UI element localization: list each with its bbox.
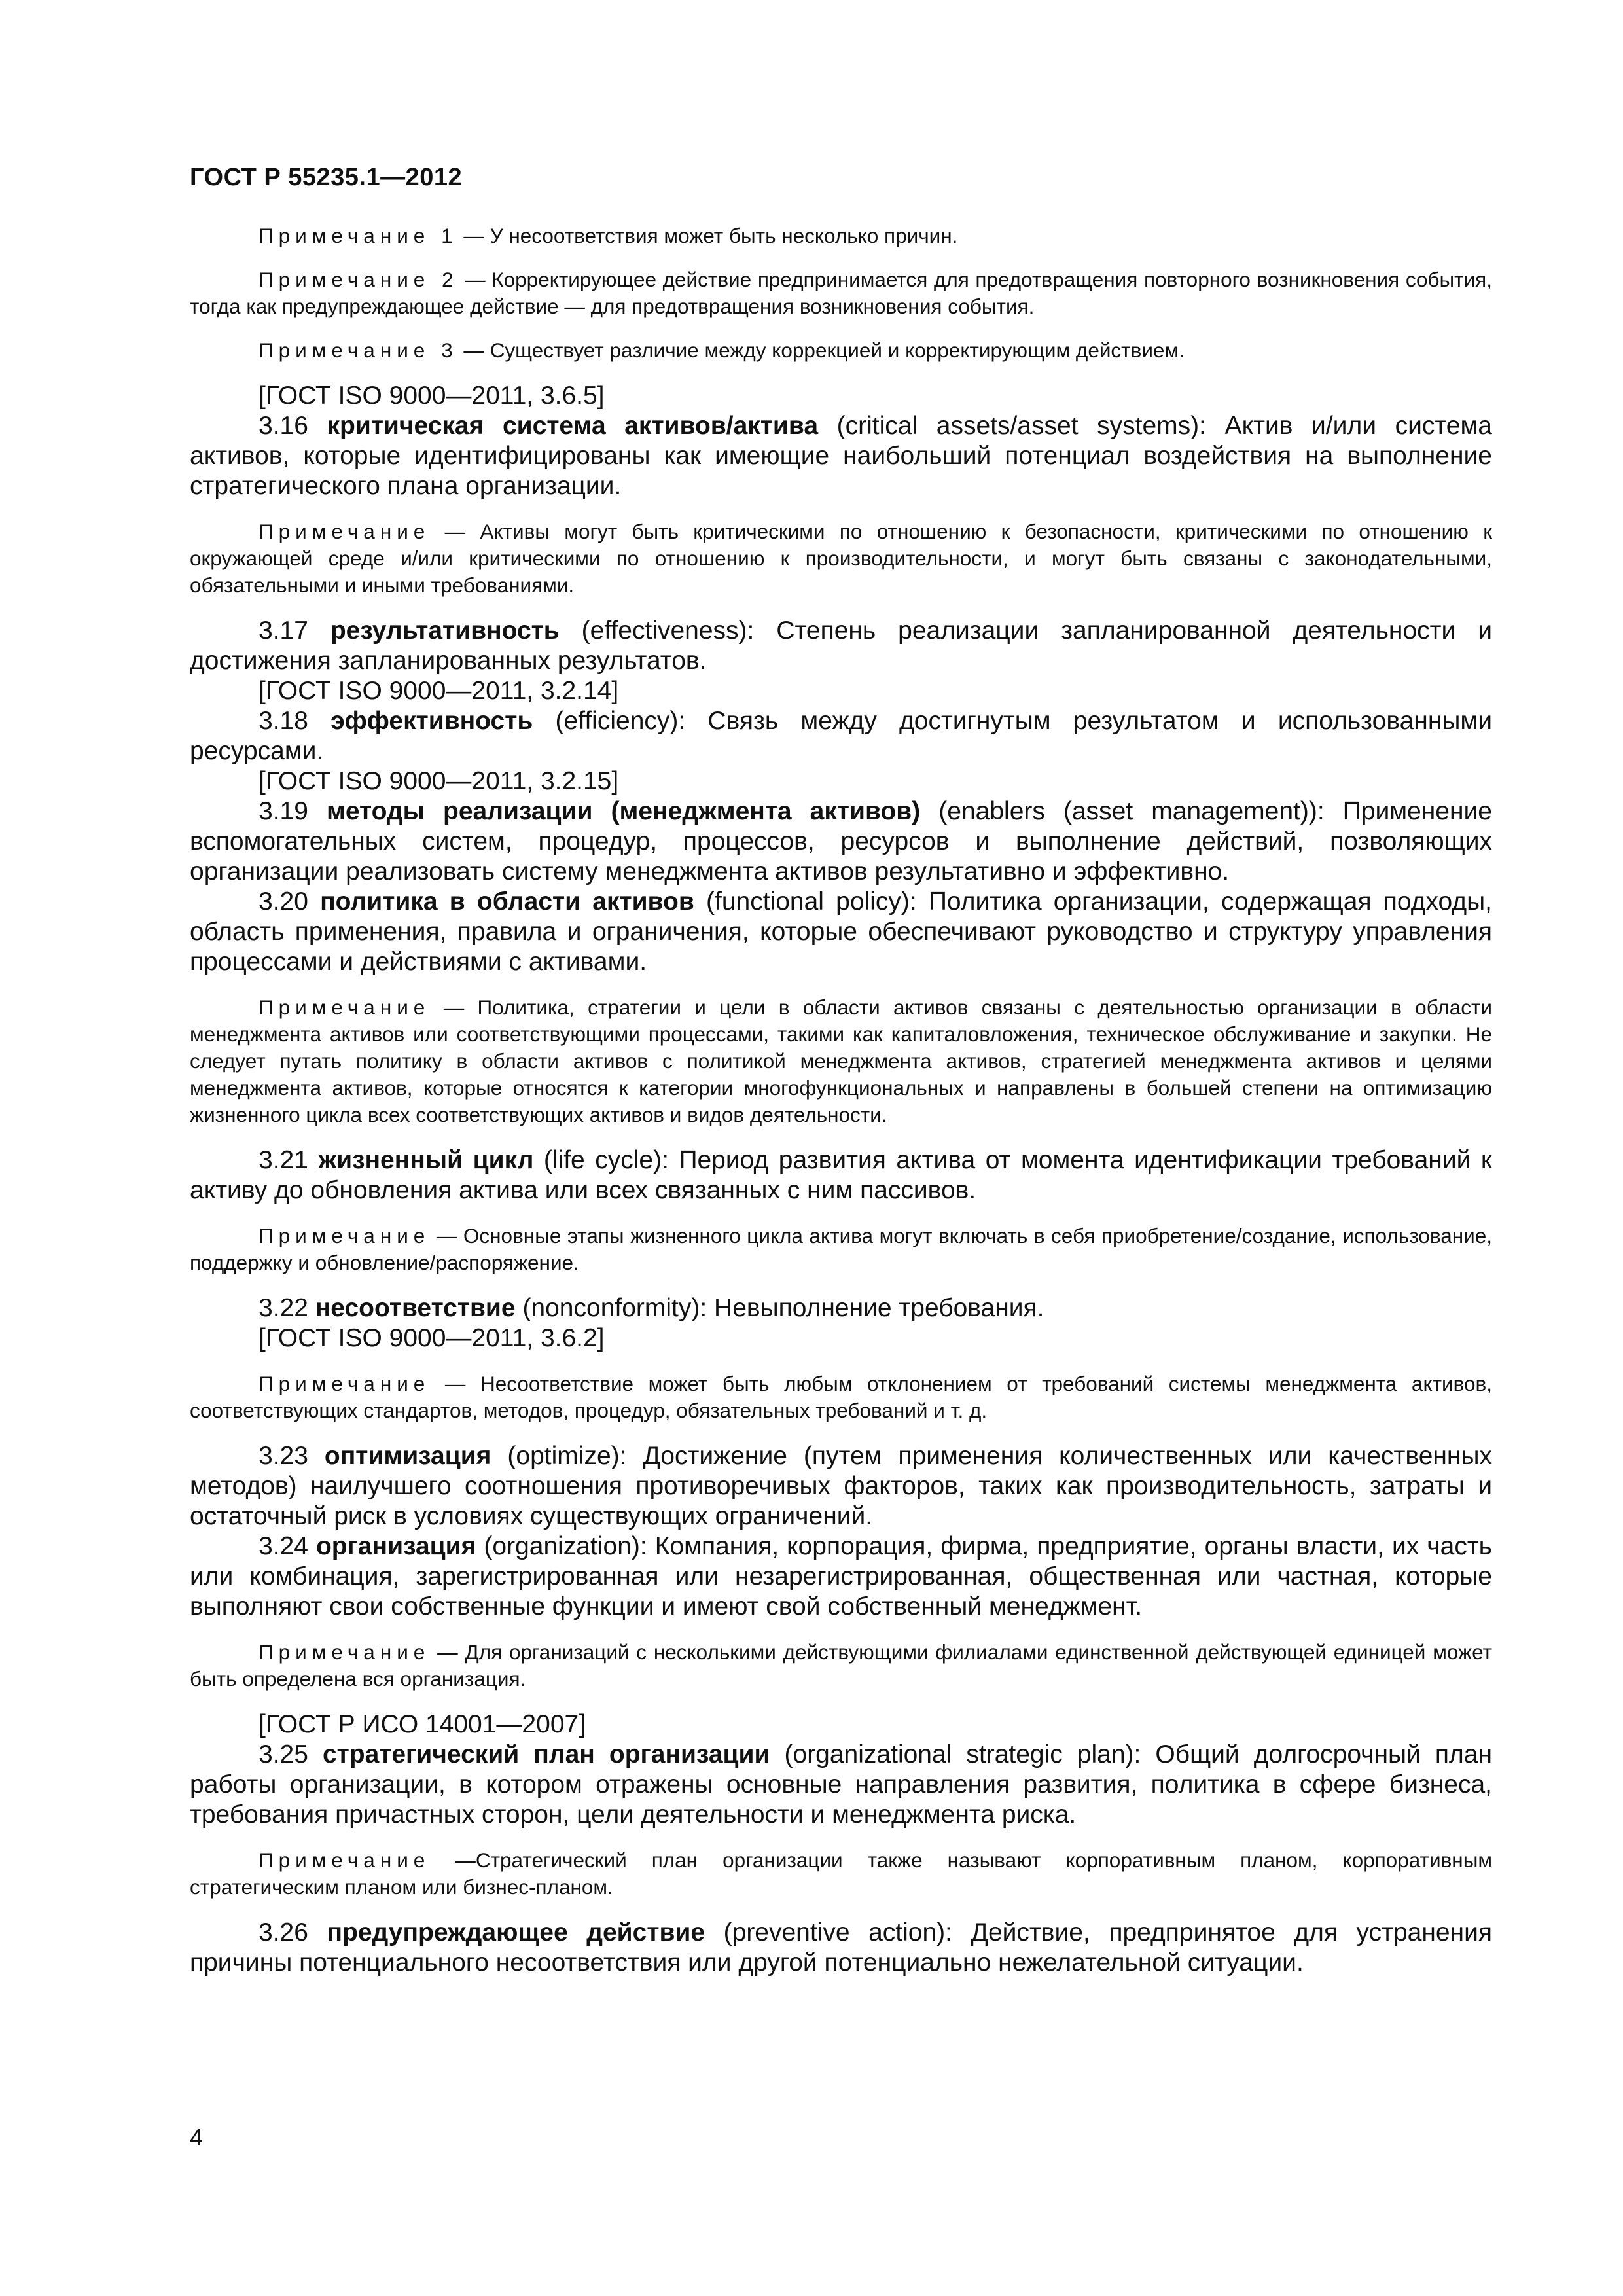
term-number: 3.24 — [259, 1532, 316, 1560]
note-text: — Политика, стратегии и цели в области активов связаны с деятельностью организации в области менеджмента активов или соответствующими процессами, такими как капиталовложения, техническое обслуживание и закупки. Не следует путать политику в области активов с политикой менеджмента активов, стратегией менеджмента активов и целями менеджмента активов, которые относятся к категории многофункциональных и направлены в большей степени на оптимизацию жизненного цикла всех соответствующих активов и видов деятельности. — [190, 996, 1492, 1126]
note-label: Примечание — [259, 996, 431, 1019]
term-title: жизненный цикл — [318, 1146, 534, 1174]
note-1 — [190, 223, 1492, 249]
term-definition: (optimize): Достижение (путем применения количественных или качественных методов) наилучшего соотношения противоречивых факторов, таких как производительность, затраты и остаточный риск в условиях существующих ограничений. — [190, 1442, 1492, 1530]
term-3-17 — [190, 616, 1492, 676]
document-body — [190, 223, 1492, 1978]
term-title: стратегический план организации — [322, 1740, 770, 1768]
note-label: Примечание — [259, 1640, 431, 1664]
note-label: Примечание — [259, 1372, 431, 1395]
note-3-22 — [190, 1371, 1492, 1424]
note-label: Примечание — [259, 1224, 431, 1247]
note-text: —Стратегический план организации также называют корпоративным планом, корпоративным стратегическим планом или бизнес-планом. — [190, 1848, 1492, 1899]
note-label: Примечание — [259, 1848, 431, 1872]
note-label: Примечание 3 — [259, 338, 458, 362]
term-definition: (life cycle): Период развития актива от момента идентификации требований к активу до обновления актива или всех связанных с ним пассивов. — [190, 1146, 1492, 1204]
term-number: 3.19 — [259, 797, 327, 825]
note-3-16 — [190, 518, 1492, 599]
term-3-16 — [190, 411, 1492, 501]
note-text: — Корректирующее действие предпринимается для предотвращения повторного возникновения события, тогда как предупреждающее действие — для предотвращения возникновения события. — [190, 268, 1492, 318]
term-number: 3.21 — [259, 1146, 319, 1174]
note-3-20 — [190, 994, 1492, 1128]
term-3-19 — [190, 797, 1492, 887]
note-label: Примечание 2 — [259, 268, 459, 291]
term-definition: (effectiveness): Степень реализации запланированной деятельности и достижения запланированных результатов. — [190, 617, 1492, 675]
term-number: 3.23 — [259, 1442, 325, 1470]
term-3-20 — [190, 887, 1492, 977]
term-number: 3.25 — [259, 1740, 323, 1768]
term-3-24 — [190, 1532, 1492, 1622]
page-number: 4 — [190, 2124, 204, 2151]
term-number: 3.22 — [259, 1294, 315, 1322]
term-title: результативность — [330, 617, 560, 645]
note-2 — [190, 266, 1492, 320]
note-text: — Основные этапы жизненного цикла актива могут включать в себя приобретение/создание, использование, поддержку и обновление/распоряжение. — [190, 1224, 1492, 1274]
term-3-18 — [190, 706, 1492, 766]
note-text: — Несоответствие может быть любым отклонением от требований системы менеджмента активов, соответствующих стандартов, методов, процедур, обязательных требований и т. д. — [190, 1372, 1492, 1422]
term-3-21 — [190, 1145, 1492, 1206]
note-3 — [190, 337, 1492, 364]
term-title: методы реализации (менеджмента активов) — [326, 797, 921, 825]
term-3-26 — [190, 1918, 1492, 1978]
term-definition: (preventive action): Действие, предпринятое для устранения причины потенциального несоответствия или другой потенциально нежелательной ситуации. — [190, 1918, 1493, 1977]
term-title: предупреждающее действие — [327, 1918, 705, 1946]
term-3-22 — [190, 1293, 1492, 1323]
term-title: эффективность — [330, 707, 533, 735]
term-title: критическая система активов/актива — [327, 412, 819, 440]
term-definition: (nonconformity): Невыполнение требования. — [515, 1294, 1044, 1322]
term-number: 3.18 — [259, 707, 331, 735]
reference-iso-3-6-5: [ГОСТ ISO 9000—2011, 3.6.5] — [259, 382, 605, 410]
term-number: 3.16 — [259, 412, 327, 440]
reference-iso-3-2-15: [ГОСТ ISO 9000—2011, 3.2.15] — [259, 767, 619, 795]
note-label: Примечание 1 — [259, 224, 458, 247]
term-definition: (critical assets/asset systems): Актив и/или система активов, которые идентифицированы как имеющие наибольший потенциал воздействия на выполнение стратегического плана организации. — [190, 412, 1492, 500]
term-number: 3.17 — [259, 617, 330, 645]
page-header: ГОСТ Р 55235.1—2012 — [190, 164, 463, 191]
term-3-25 — [190, 1740, 1492, 1830]
note-3-25 — [190, 1847, 1492, 1901]
term-definition: (enablers (asset management)): Применение вспомогательных систем, процедур, процессов, ресурсов и выполнение действий, позволяющих организации реализовать систему менеджмента активов результативно и эффективно. — [190, 797, 1492, 886]
note-text: — Существует различие между коррекцией и корректирующим действием. — [457, 338, 1185, 362]
term-definition: (functional policy): Политика организации, содержащая подходы, область применения, правила и ограничения, которые обеспечивают руководство и структуру управления процессами и действиями с активами. — [190, 888, 1493, 976]
note-3-21 — [190, 1223, 1492, 1276]
term-title: оптимизация — [324, 1442, 491, 1470]
term-definition: (organizational strategic plan): Общий долгосрочный план работы организации, в котором отражены основные направления развития, политика в сфере бизнеса, требования причастных сторон, цели деятельности и менеджмента риска. — [190, 1740, 1492, 1829]
reference-iso-3-6-2: [ГОСТ ISO 9000—2011, 3.6.2] — [259, 1324, 605, 1352]
term-definition: (organization): Компания, корпорация, фирма, предприятие, органы власти, их часть или комбинация, зарегистрированная или незарегистрированная, общественная или частная, которые выполняют свои собственные функции и имеют свой собственный менеджмент. — [190, 1532, 1492, 1621]
reference-iso-14001: [ГОСТ Р ИСО 14001—2007] — [259, 1710, 586, 1738]
term-title: организация — [315, 1532, 476, 1560]
note-text: — Для организаций с несколькими действующими филиалами единственной действующей единицей может быть определена вся организация. — [190, 1640, 1492, 1691]
term-definition: (efficiency): Связь между достигнутым результатом и использованными ресурсами. — [190, 707, 1492, 765]
term-number: 3.20 — [259, 888, 321, 916]
term-title: политика в области активов — [320, 888, 694, 916]
term-title: несоответствие — [315, 1294, 516, 1322]
term-3-23 — [190, 1441, 1492, 1532]
note-text: — Активы могут быть критическими по отношению к безопасности, критическими по отношению к окружающей среде и/или критическими по отношению к производительности, и могут быть связаны с законодательными, обязательными и иными требованиями. — [190, 520, 1492, 597]
note-3-24 — [190, 1639, 1492, 1693]
note-text: — У несоответствия может быть несколько причин. — [457, 224, 958, 247]
reference-iso-3-2-14: [ГОСТ ISO 9000—2011, 3.2.14] — [259, 677, 619, 705]
note-label: Примечание — [259, 520, 431, 543]
term-number: 3.26 — [259, 1918, 327, 1946]
